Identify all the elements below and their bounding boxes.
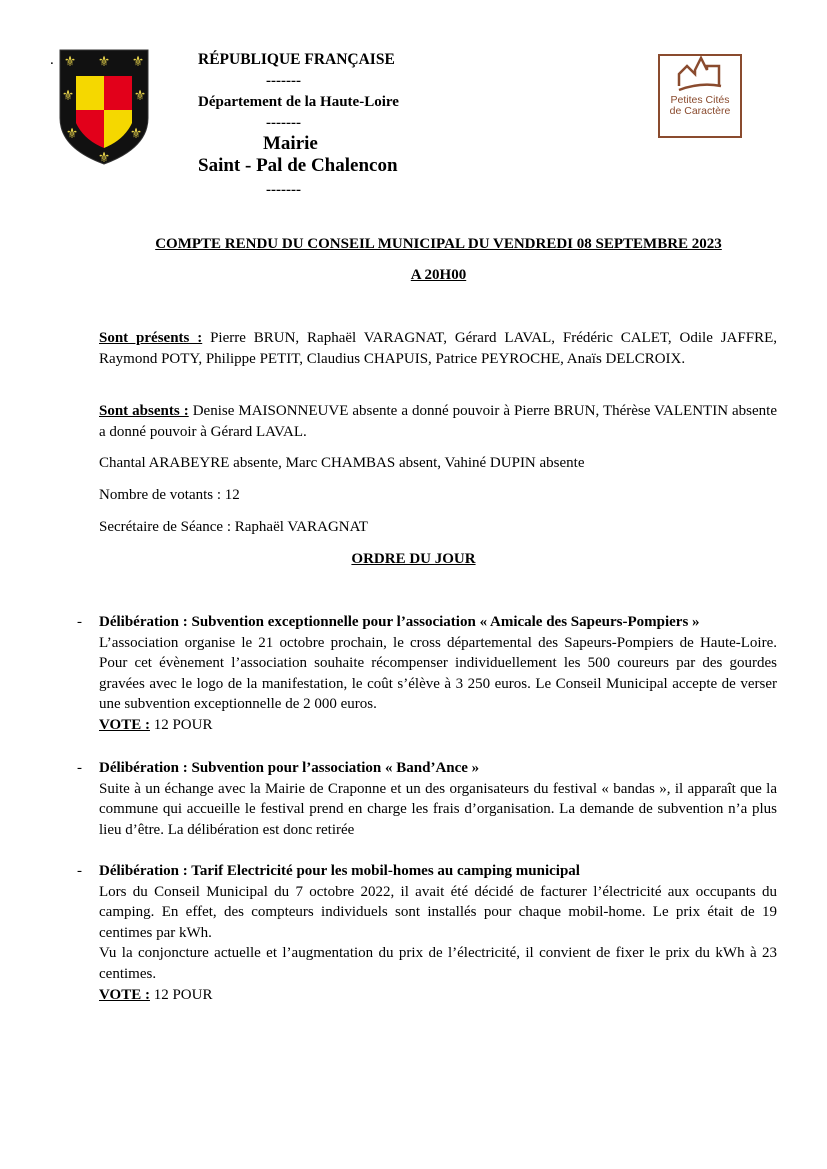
- agenda-heading: ORDRE DU JOUR: [351, 551, 476, 567]
- absent-label: Sont absents :: [99, 403, 189, 419]
- coat-of-arms-logo: [58, 48, 150, 166]
- agenda-item: [77, 861, 777, 1005]
- item-text: Lors du Conseil Municipal du 7 octobre 2022, il avait été décidé de facturer l’électricité aux occupants du camping. En effet, des compteurs individuels sont installés pour chaque mobil-home. Le prix était de 19 centimes par kWh.: [99, 883, 777, 941]
- present-list: [99, 328, 777, 369]
- document-title: COMPTE RENDU DU CONSEIL MUNICIPAL DU VENDREDI 08 SEPTEMBRE 2023: [155, 236, 722, 252]
- svg-text:⚜: ⚜: [133, 89, 147, 104]
- secretary: Secrétaire de Séance : Raphaël VARAGNAT: [99, 519, 368, 535]
- item-title: Délibération : Subvention exceptionnelle pour l’association « Amicale des Sapeurs-Pompiers »: [99, 614, 700, 630]
- present-names: Pierre BRUN, Raphaël VARAGNAT, Gérard LAVAL, Frédéric CALET, Odile JAFFRE, Raymond POTY, Philippe PETIT, Claudius CHAPUIS, Patrice PEYROCHE, Anaïs DELCROIX.: [99, 330, 777, 367]
- stray-dot: .: [50, 52, 54, 68]
- svg-text:⚜: ⚜: [97, 151, 111, 166]
- bullet: -: [77, 863, 82, 879]
- item-text: L’association organise le 21 octobre prochain, le cross départemental des Sapeurs-Pompiers de Haute-Loire. Pour cet évènement l’association souhaite récompenser individuellement les 500 coureurs par des gourdes gravées avec le logo de la manifestation, le coût s’élève à 3 250 euros. Le Conseil Municipal accepte de verser une subvention exceptionnelle de 2 000 euros.: [99, 634, 777, 713]
- absent-others: Chantal ARABEYRE absente, Marc CHAMBAS absent, Vahiné DUPIN absente: [99, 455, 585, 471]
- commune: Saint - Pal de Chalencon: [198, 155, 398, 176]
- svg-text:⚜: ⚜: [129, 127, 143, 142]
- svg-text:⚜: ⚜: [131, 55, 145, 70]
- agenda-item: [77, 612, 777, 736]
- separator: -------: [266, 182, 301, 198]
- present-label: Sont présents :: [99, 330, 203, 346]
- svg-text:⚜: ⚜: [63, 55, 77, 70]
- logo-text: de Caractère: [669, 105, 731, 117]
- separator: -------: [266, 73, 301, 89]
- absent-names: Denise MAISONNEUVE absente a donné pouvoir à Pierre BRUN, Thérèse VALENTIN absente a donné pouvoir à Gérard LAVAL.: [99, 403, 778, 440]
- separator: -------: [266, 115, 301, 131]
- voters-count: Nombre de votants : 12: [99, 487, 240, 503]
- item-title: Délibération : Tarif Electricité pour les mobil-homes au camping municipal: [99, 863, 580, 879]
- petites-cites-logo: [658, 54, 742, 138]
- absent-list: [99, 401, 777, 442]
- svg-text:⚜: ⚜: [61, 89, 75, 104]
- republic: RÉPUBLIQUE FRANÇAISE: [198, 51, 395, 68]
- item-text: Vu la conjoncture actuelle et l’augmentation du prix de l’électricité, il convient de fixer le prix du kWh à 23 centimes.: [99, 945, 777, 982]
- svg-text:⚜: ⚜: [97, 55, 111, 70]
- mairie: Mairie: [263, 133, 318, 154]
- vote-label: VOTE :: [99, 716, 150, 733]
- department: Département de la Haute-Loire: [198, 94, 399, 110]
- bullet: -: [77, 760, 82, 776]
- meeting-time: A 20H00: [410, 267, 467, 283]
- bullet: -: [77, 614, 82, 630]
- svg-text:⚜: ⚜: [65, 127, 79, 142]
- vote-result: 12 POUR: [149, 986, 213, 1003]
- village-icon: [675, 56, 725, 92]
- agenda-item: [77, 758, 777, 840]
- vote-result: 12 POUR: [149, 716, 213, 733]
- item-title: Délibération : Subvention pour l’association « Band’Ance »: [99, 760, 480, 776]
- logo-text: Petites Cités: [670, 94, 730, 106]
- vote-label: VOTE :: [99, 986, 150, 1003]
- item-text: Suite à un échange avec la Mairie de Craponne et un des organisateurs du festival « bandas », il apparaît que la commune qui accueille le festival prend en charge les frais d’organisation. La demande de subvention n’a plus lieu d’être. La délibération est donc retirée: [99, 780, 777, 838]
